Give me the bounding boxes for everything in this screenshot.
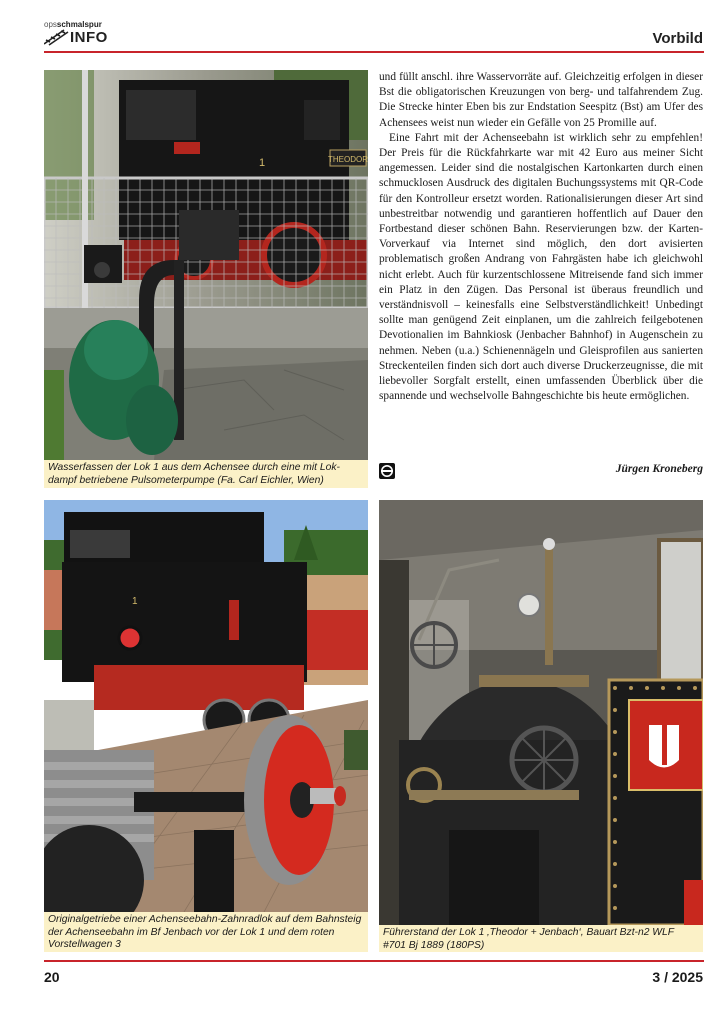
footer-rule [44,960,704,962]
logo-small-word: schmalspur [56,20,102,29]
logo-big-text: INFO [70,29,108,46]
photo-cab-caption: Führerstand der Lok 1 ‚Theodor + Jenbach‘, Bauart Bzt-n2 WLF #701 Bj 1889 (180PS) [379,925,703,952]
photo-pulsometer-pump [44,70,368,460]
page-number: 20 [44,969,60,985]
loco-number: 1 [132,596,138,607]
photo-pulsometer-caption: Wasserfassen der Lok 1 aus dem Achensee durch eine mit Lokdampf betriebene Pulsometerpumpe (Fa. Carl Eichler, Wien) [44,460,368,488]
article-paragraph-2: Eine Fahrt mit der Achenseebahn ist wirklich sehr zu empfehlen! Der Preis für die Rückfahrkarte war mit 42 Euro aus meiner Sicht angemessen. Leider sind die nostalgischen Kartonkarten durch einen schmucklosen Ausdruck des digitalen Buchungssystems mit QR-Code für den Kontrolleur ersetzt worden. Rationalisierungen dieser Art sind unbestreitbar notwendig und garantieren hoffentlich auf Dauer den Fortbestand dieser schönen Bahn. Reservierungen bzw. der Karten-Vorverkauf via Internet sind möglich, den dort avisierten problematisch großen Andrang von Fahrgästen habe ich gleichwohl nicht erlebt. Auch für kurzentschlossene Mitreisende fand sich immer ein Platz in den Zügen. Das Personal ist überaus freundlich und verständnisvoll – keinesfalls eine Selbstverständlichkeit! Unbedingt sollte man genügend Zeit einplanen, um die zahlreich feilgebotenen Devotionalien im Bahnkiosk (Jenbacher Bahnhof) in Augenschein zu nehmen. Neben (u.a.) Schienennägeln und Gleisprofilen aus sanierten Streckenteilen finden sich dort auch diverse Druckerzeugnisse, die mit liebevoller Sorgfalt erstellt, einen umfassenden Überblick über die spannende und wechselvolle Bahngeschichte bis heute ermöglichen. [379,131,703,403]
loco-number-plate: 1 [259,157,266,169]
article-end-icon [379,463,395,479]
article-body [379,70,703,404]
article-author: Jürgen Kroneberg [615,463,703,475]
logo-small-prefix: ops [44,20,57,29]
photo-locomotive-cab [379,500,703,925]
photo-rack-gear-platform [44,500,368,912]
page-header [0,0,720,56]
issue-number: 3 / 2025 [652,969,703,985]
header-rule [44,51,704,53]
rail-tracks-icon [44,28,70,46]
section-label: Vorbild [652,30,703,47]
magazine-logo [44,20,108,48]
article-paragraph-1: und füllt anschl. ihre Wasservorräte auf. Gleichzeitig erfolgen in dieser Bst die obligatorischen Kreuzungen von berg- und talfahrendem Zug. Die Strecke hinter Eben bis zur Endstation Seespitz (Bst) am Ufer des Achensees weist nun wieder ein Gefälle von 25 Promille auf. [379,71,703,129]
loco-name-plate: THEODOR [328,155,368,164]
photo-rack-gear-caption: Originalgetriebe einer Achenseebahn-Zahnradlok auf dem Bahnsteig der Achenseebahn im Bf Jenbach vor der Lok 1 und dem roten Vorstellwagen 3 [44,912,368,952]
